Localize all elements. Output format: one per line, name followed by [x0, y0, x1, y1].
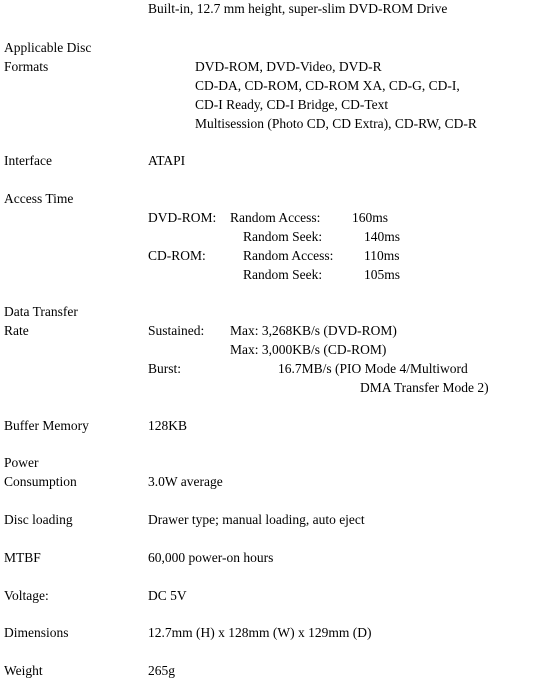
weight-label: Weight	[4, 663, 43, 678]
disc-formats-label-line2: Formats	[4, 59, 49, 74]
interface-value: ATAPI	[148, 153, 186, 168]
dimensions-label: Dimensions	[4, 625, 69, 640]
disc-loading-label: Disc loading	[4, 512, 73, 527]
power-value: 3.0W average	[148, 474, 223, 489]
buffer-memory-label: Buffer Memory	[4, 418, 89, 433]
power-label-line2: Consumption	[4, 474, 77, 489]
disc-formats-line: DVD-ROM, DVD-Video, DVD-R	[195, 59, 382, 74]
dimensions-value: 12.7mm (H) x 128mm (W) x 129mm (D)	[148, 625, 372, 640]
data-transfer-label-line1: Data Transfer	[4, 304, 78, 319]
power-label-line1: Power	[4, 455, 39, 470]
access-dvd-random-seek-value: 140ms	[364, 229, 401, 244]
disc-loading-value: Drawer type; manual loading, auto eject	[148, 512, 365, 527]
sustained-cd-value: Max: 3,000KB/s (CD-ROM)	[230, 342, 387, 357]
burst-value-line2: DMA Transfer Mode 2)	[360, 380, 489, 395]
data-transfer-label-line2: Rate	[4, 323, 29, 338]
disc-formats-line: CD-DA, CD-ROM, CD-ROM XA, CD-G, CD-I,	[195, 78, 460, 93]
buffer-memory-value: 128KB	[148, 418, 188, 433]
access-cd-random-access-value: 110ms	[364, 248, 400, 263]
access-dvd-random-access-value: 160ms	[352, 210, 389, 225]
access-cd-name: CD-ROM:	[148, 248, 206, 263]
disc-formats-line: CD-I Ready, CD-I Bridge, CD-Text	[195, 97, 389, 112]
access-cd-random-seek-label: Random Seek:	[243, 267, 323, 282]
access-cd-random-seek-value: 105ms	[364, 267, 401, 282]
sustained-label: Sustained:	[148, 323, 205, 338]
voltage-label: Voltage:	[4, 588, 49, 603]
access-cd-random-access-label: Random Access:	[243, 248, 334, 263]
burst-label: Burst:	[148, 361, 182, 376]
access-time-label: Access Time	[4, 191, 74, 206]
drive-description: Built-in, 12.7 mm height, super-slim DVD-ROM Drive	[148, 1, 448, 16]
access-dvd-random-access-label: Random Access:	[230, 210, 321, 225]
access-dvd-random-seek-label: Random Seek:	[243, 229, 323, 244]
mtbf-label: MTBF	[4, 550, 41, 565]
disc-formats-line: Multisession (Photo CD, CD Extra), CD-RW, CD-R	[195, 116, 477, 131]
sustained-dvd-value: Max: 3,268KB/s (DVD-ROM)	[230, 323, 397, 338]
mtbf-value: 60,000 power-on hours	[148, 550, 274, 565]
disc-formats-label-line1: Applicable Disc	[4, 40, 92, 55]
interface-label: Interface	[4, 153, 52, 168]
burst-value-line1: 16.7MB/s (PIO Mode 4/Multiword	[278, 361, 468, 376]
access-dvd-name: DVD-ROM:	[148, 210, 217, 225]
voltage-value: DC 5V	[148, 588, 187, 603]
weight-value: 265g	[148, 663, 175, 678]
